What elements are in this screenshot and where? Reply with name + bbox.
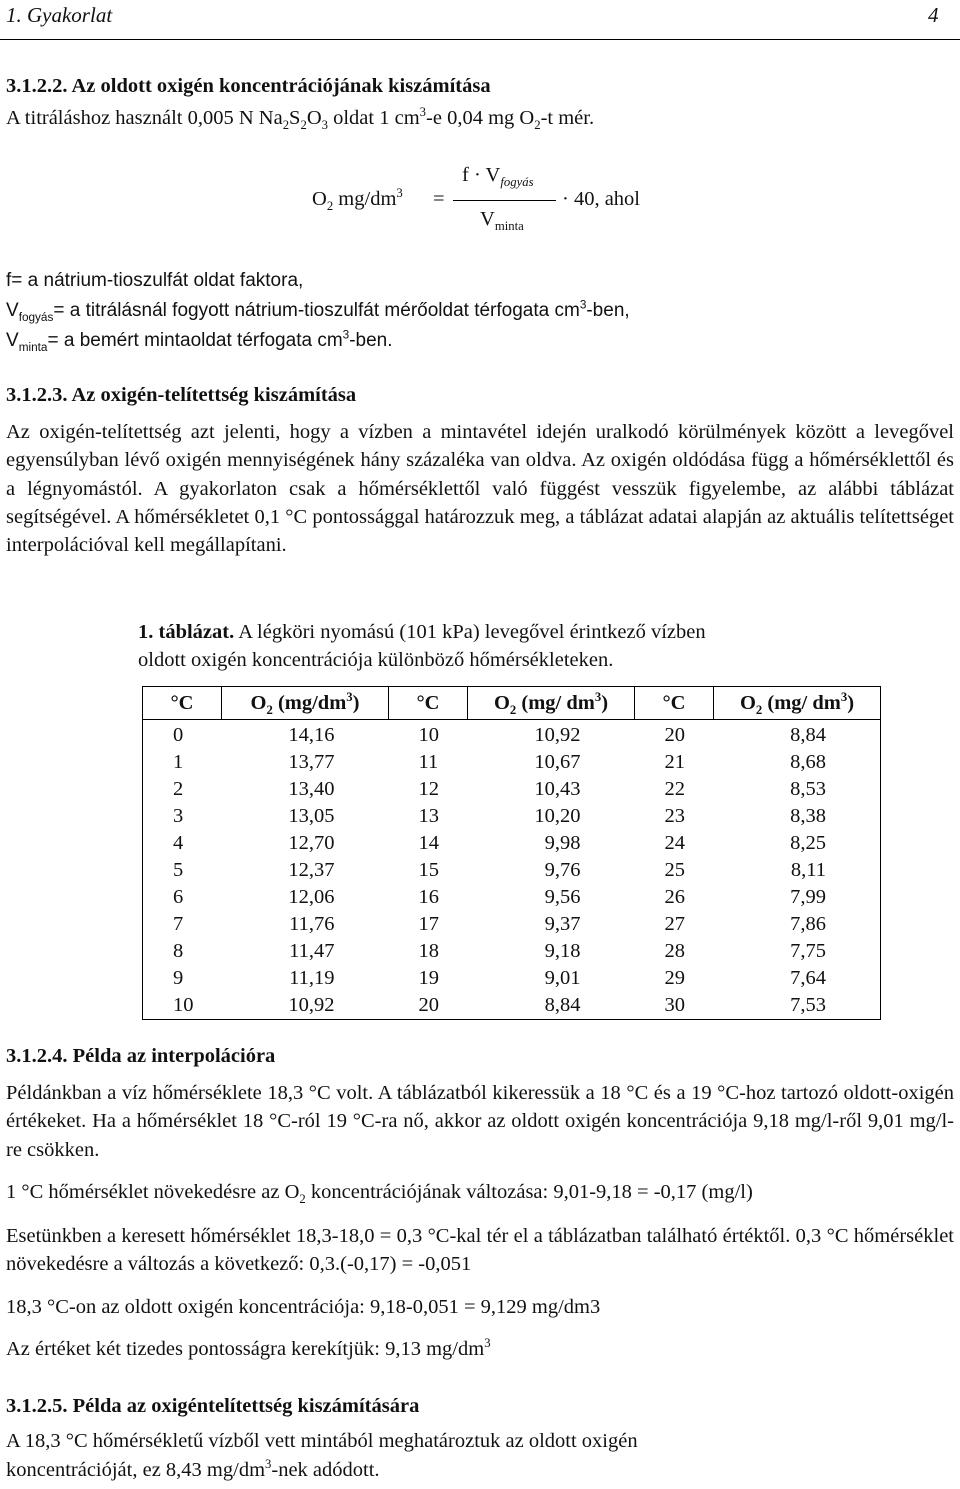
interpolation-paragraph-5: Az értéket két tizedes pontosságra kerekítjük: 9,13 $mg/dm^3$ xyxy=(6,1336,491,1360)
oxygen-value-cell: 13,40 xyxy=(288,778,335,800)
temperature-cell: 22 xyxy=(664,778,685,800)
temperature-cell: 24 xyxy=(664,832,685,854)
table-row xyxy=(143,803,881,830)
temperature-cell: 5 xyxy=(143,857,222,884)
temperature-cell: 3 xyxy=(143,803,222,830)
oxygen-value-cell: 13,77 xyxy=(288,751,335,773)
col-header: °C xyxy=(635,687,714,720)
temperature-cell: 19 xyxy=(418,967,439,989)
col-header: $O_2$ $(mg/dm^3)$ xyxy=(222,687,389,720)
oxygen-value-cell: 7,99 xyxy=(714,884,881,911)
temperature-cell: 13 xyxy=(418,805,439,827)
section-heading-3-1-2-5: 3.1.2.5. Példa az oxigéntelítettség kiszámítására xyxy=(6,1395,420,1417)
temperature-cell: 6 xyxy=(143,884,222,911)
saturation-example-line2: koncentrációját, ez 8,43 $mg/dm^3$-nek adódott. xyxy=(6,1457,380,1481)
oxygen-value-cell: 8,38 xyxy=(714,803,881,830)
temperature-cell: 30 xyxy=(635,992,714,1020)
oxygen-value-cell: 9,37 xyxy=(544,913,581,935)
formula-numerator: $f \cdot V_{fogyás}$ xyxy=(462,164,534,190)
oxygen-value-cell: 8,84 xyxy=(714,720,881,750)
temperature-cell: 27 xyxy=(664,913,685,935)
interpolation-paragraph-1: Példánkban a víz hőmérséklete 18,3 °C volt. A táblázatból kikeressük a 18 °C és a 19 °C-hoz tartozó oldott-oxigén értékeket. Ha a hőmérséklet 18 °C-ról 19 °C-ra nő, akkor az oldott oxigén koncentrációja 9,18 mg/l-ről 9,01 mg/l-re csökken. xyxy=(6,1082,954,1161)
table-caption: 1. táblázat. A légköri nyomású (101 kPa) levegővel érintkező vízben xyxy=(138,621,706,643)
oxygen-value-cell: 11,19 xyxy=(289,967,335,989)
table-row xyxy=(143,857,881,884)
temperature-cell: 1 xyxy=(143,749,222,776)
header-rule xyxy=(0,39,960,40)
table-row xyxy=(143,965,881,992)
temperature-cell: 25 xyxy=(664,859,685,881)
oxygen-value-cell: 13,05 xyxy=(288,805,335,827)
col-header: °C xyxy=(389,687,468,720)
temperature-cell: 20 xyxy=(664,724,685,746)
temperature-cell: 14 xyxy=(418,832,439,854)
oxygen-value-cell: 10,92 xyxy=(534,724,581,746)
oxygen-value-cell: 9,01 xyxy=(544,967,581,989)
temperature-cell: 28 xyxy=(664,940,685,962)
oxygen-value-cell: 12,70 xyxy=(288,832,335,854)
oxygen-value-cell: 9,98 xyxy=(544,832,581,854)
oxygen-value-cell: 8,84 xyxy=(468,992,635,1020)
interpolation-paragraph-3: Esetünkben a keresett hőmérséklet 18,3-18,0 = 0,3 °C-kal tér el a táblázatban található értéktől. 0,3 °C hőmérséklet növekedésre a változás a következő: 0,3.(-0,17) = -0,051 xyxy=(6,1225,954,1276)
saturation-paragraph: Az oxigén-telítettség azt jelenti, hogy a vízben a mintavétel idején uralkodó körülmények között a levegővel egyensúlyban lévő oxigén mennyiségének hány százaléka van oldva. Az oxigén oldódása függ a hőmérséklettől és a légnyomástól. A gyakorlaton csak a hőmérséklettől való függést vesszük figyelembe, az alábbi táblázat segítségével. A hőmérsékletet 0,1 °C pontossággal határozzuk meg, a táblázat adatai alapján az aktuális telítettséget interpolációval kell megállapítani. xyxy=(6,421,954,557)
oxygen-value-cell: 11,76 xyxy=(289,913,335,935)
temperature-cell: 7 xyxy=(143,911,222,938)
oxygen-value-cell: 11,47 xyxy=(289,940,335,962)
temperature-cell: 17 xyxy=(418,913,439,935)
temperature-cell: 15 xyxy=(418,859,439,881)
table-row xyxy=(143,911,881,938)
formula-denominator: $V_{minta}$ xyxy=(480,208,524,234)
temperature-cell: 12 xyxy=(418,778,439,800)
oxygen-value-cell: 7,53 xyxy=(714,992,881,1020)
oxygen-value-cell: 10,43 xyxy=(534,778,581,800)
temperature-cell: 10 xyxy=(418,724,439,746)
oxygen-value-cell: 14,16 xyxy=(288,724,335,746)
table-row xyxy=(143,776,881,803)
definition-v-minta: $V_{minta}= a$ bemért mintaoldat térfogata $cm^3$-ben. xyxy=(6,328,393,354)
oxygen-value-cell: 8,25 xyxy=(714,830,881,857)
oxygen-value-cell: 10,92 xyxy=(222,992,389,1020)
oxygen-value-cell: 8,11 xyxy=(714,857,881,884)
temperature-cell: 18 xyxy=(418,940,439,962)
table-row xyxy=(143,884,881,911)
temperature-cell: 23 xyxy=(664,805,685,827)
oxygen-value-cell: 9,56 xyxy=(544,886,581,908)
formula-lhs: $O_2$ $mg/dm^3$ xyxy=(312,186,403,214)
section-heading-3-1-2-3: 3.1.2.3. Az oxigén-telítettség kiszámítása xyxy=(6,384,357,406)
oxygen-value-cell: 12,06 xyxy=(288,886,335,908)
col-header: $O_2$ (mg/ $dm^3$) xyxy=(468,687,635,720)
oxygen-value-cell: 8,68 xyxy=(714,749,881,776)
saturation-example-line1: A 18,3 °C hőmérsékletű vízből vett mintából meghatároztuk az oldott oxigén xyxy=(6,1430,638,1452)
definition-v-fogyas: $V_{fogyás}= a$ titrálásnál fogyott nátrium-tioszulfát mérőoldat térfogata $cm^3$-ben, xyxy=(6,298,630,324)
temperature-cell: 9 xyxy=(143,965,222,992)
intro-paragraph: A titráláshoz használt 0,005 N $Na_2S_2O_3$ oldat 1 $cm^3-e$ 0,04 mg $O_2-t$ mér. xyxy=(6,105,595,133)
fraction-bar xyxy=(453,200,556,201)
temperature-cell: 29 xyxy=(664,967,685,989)
oxygen-value-cell: 7,64 xyxy=(714,965,881,992)
temperature-cell: 8 xyxy=(143,938,222,965)
oxygen-value-cell: 9,76 xyxy=(544,859,581,881)
col-header: °C xyxy=(143,687,222,720)
temperature-cell: 11 xyxy=(418,751,439,773)
running-header-title: 1. Gyakorlat xyxy=(6,3,113,27)
temperature-cell: 10 xyxy=(143,992,222,1020)
table-row xyxy=(143,992,881,1020)
col-header: $O_2$ (mg/ $dm^3$) xyxy=(714,687,881,720)
formula-tail: · 40, ahol xyxy=(562,188,640,210)
interpolation-paragraph-2: 1 °C hőmérséklet növekedésre az $O_2$ koncentrációjának változása: 9,01-9,18 = -0,17 (mg/l) xyxy=(6,1181,753,1207)
temperature-cell: 26 xyxy=(664,886,685,908)
table-row xyxy=(143,830,881,857)
page-number: 4 xyxy=(928,3,939,27)
temperature-cell: 2 xyxy=(143,776,222,803)
oxygen-value-cell: 8,53 xyxy=(714,776,881,803)
table-row xyxy=(143,749,881,776)
interpolation-paragraph-4: 18,3 °C-on az oldott oxigén koncentrációja: 9,18-0,051 = 9,129 mg/dm3 xyxy=(6,1296,601,1318)
table-caption-line2: oldott oxigén koncentrációja különböző hőmérsékleteken. xyxy=(138,649,614,671)
temperature-cell: 16 xyxy=(418,886,439,908)
oxygen-value-cell: 9,18 xyxy=(544,940,581,962)
table-row xyxy=(143,938,881,965)
oxygen-value-cell: 12,37 xyxy=(288,859,335,881)
oxygen-value-cell: 10,20 xyxy=(534,805,581,827)
temperature-cell: 4 xyxy=(143,830,222,857)
temperature-cell: 21 xyxy=(664,751,685,773)
oxygen-solubility-table xyxy=(142,686,881,1020)
formula-equals: = xyxy=(433,188,445,210)
temperature-cell: 20 xyxy=(389,992,468,1020)
oxygen-value-cell: 10,67 xyxy=(534,751,581,773)
table-row xyxy=(143,720,881,750)
temperature-cell: 0 xyxy=(143,720,222,750)
definition-f: f= a nátrium-tioszulfát oldat faktora, xyxy=(6,270,304,291)
oxygen-value-cell: 7,75 xyxy=(714,938,881,965)
table-header-row xyxy=(143,687,881,720)
section-heading-3-1-2-4: 3.1.2.4. Példa az interpolációra xyxy=(6,1045,276,1067)
oxygen-value-cell: 7,86 xyxy=(714,911,881,938)
section-heading-3-1-2-2: 3.1.2.2. Az oldott oxigén koncentrációjának kiszámítása xyxy=(6,75,491,97)
